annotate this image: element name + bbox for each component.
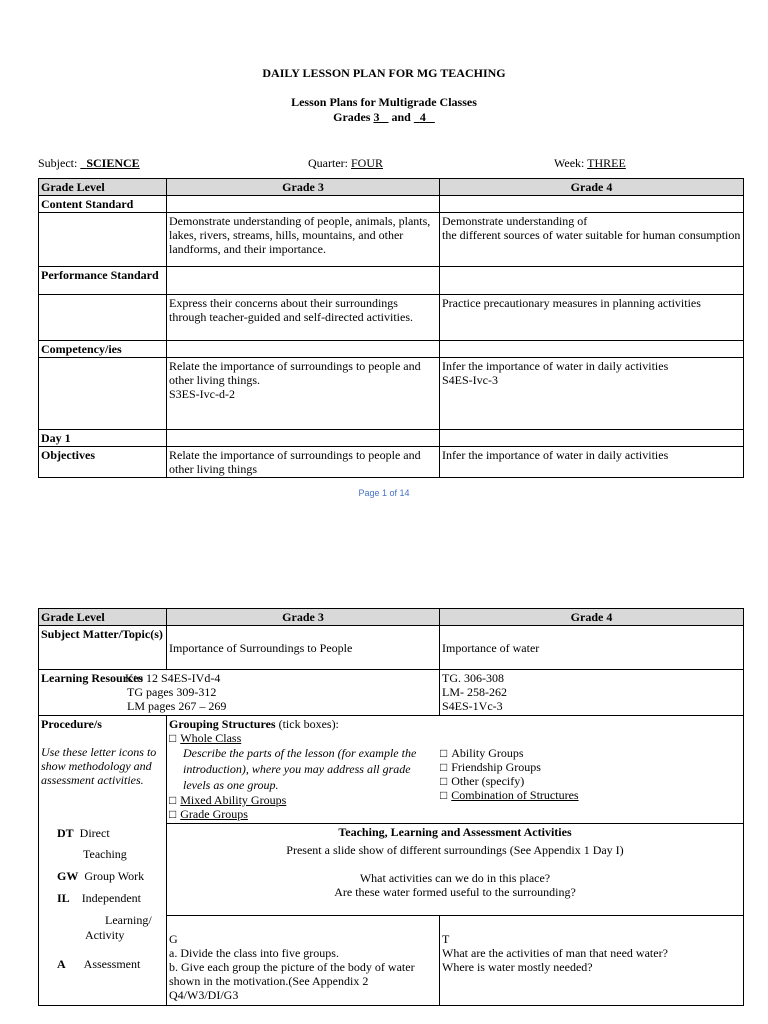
header-grade-4: Grade 4 [440,179,744,196]
checkbox-ability-groups[interactable]: □ Ability Groups [440,746,579,760]
header-grade-4: Grade 4 [440,609,744,626]
competency-g3: Relate the importance of surroundings to people and other living things. S3ES-Ivc-d-2 [167,358,440,430]
procedure-cell [39,716,167,1006]
header-grade-level: Grade Level [39,179,167,196]
learning-resources-label: Learning Resources [41,671,144,685]
competency-label: Competency/ies [39,341,167,358]
resources-g4: TG. 306-308 LM- 258-262 S4ES-1Vc-3 [440,670,744,716]
teacher-g4-activity: T What are the activities of man that need water? Where is water mostly needed? [440,916,744,1006]
performance-standard-g4: Practice precautionary measures in planning activities [440,295,744,341]
subject-label: Subject: [38,156,81,170]
content-standard-label: Content Standard [39,196,167,213]
table-row [39,626,744,670]
legend-a: A Assessment [57,957,141,971]
header-grade-3: Grade 3 [167,179,440,196]
tla-line2: What activities can we do in this place? [359,871,551,885]
tla-cell [167,824,744,916]
legend-gw: GW Group Work [57,869,145,883]
tla-title: Teaching, Learning and Assessment Activities [338,825,572,839]
grade-b: 4 [419,110,426,124]
grouping-title: Grouping Structures (tick boxes): [169,717,339,731]
performance-standard-g3: Express their concerns about their surroundings through teacher-guided and self-directed activities. [167,295,440,341]
table-row [39,716,744,824]
checkbox-combination[interactable]: □ Combination of Structures [440,788,579,802]
header-grade-level: Grade Level [39,609,167,626]
quarter-value: FOUR [350,156,383,170]
table-row [39,447,744,478]
checkbox-friendship-groups[interactable]: □ Friendship Groups [440,760,579,774]
grades-mid: and [388,110,414,124]
table-row [39,295,744,341]
subject-field [38,156,248,171]
table-header-row [39,609,744,626]
objectives-label: Objectives [39,447,167,478]
header-grade-3: Grade 3 [167,609,440,626]
legend-il-cont: Learning/ [105,913,152,927]
resources-g3-tg: TG pages 309-312 [127,685,217,699]
grade-a: 3 [373,110,380,124]
performance-standard-label: Performance Standard [39,267,167,295]
resources-overlap-code: Kto 12 S4ES-IVd-4 [125,671,221,685]
legend-dt: DT Direct [57,826,110,840]
content-standard-g3: Demonstrate understanding of people, animals, plants, lakes, rivers, streams, hills, mountains, and other landforms, and their importance. [167,213,440,267]
resources-g3-lm: LM pages 267 – 269 [127,699,227,713]
subject-value: SCIENCE [86,156,140,170]
checkbox-grade-groups[interactable]: □ Grade Groups [169,807,741,821]
week-value: THREE [587,156,626,170]
grades-line [0,110,768,125]
grouping-description: Describe the parts of the lesson (for example the introduction), where you may address all grade levels as one group. [183,746,417,792]
procedure-note: Use these letter icons to show methodology and assessment activities. [41,745,157,787]
legend-dt-cont: Teaching [83,847,127,861]
table-row [39,358,744,430]
grouping-structures-cell [167,716,744,824]
quarter-field [308,156,383,171]
table-row [39,341,744,358]
week-label: Week: [554,156,588,170]
table-row [39,196,744,213]
subject-matter-g4: Importance of water [440,626,744,670]
grades-prefix: Grades [333,110,374,124]
checkbox-other[interactable]: □ Other (specify) [440,774,579,788]
doc-subtitle: Lesson Plans for Multigrade Classes [291,95,477,109]
objectives-g4: Infer the importance of water in daily activities [440,447,744,478]
legend-il: IL Independent [57,891,141,905]
doc-title: DAILY LESSON PLAN FOR MG TEACHING [262,66,506,80]
week-field [554,156,626,171]
content-standard-g4: Demonstrate understanding of the different sources of water suitable for human consumption [440,213,744,267]
day-label: Day 1 [39,430,167,447]
legend-il-cont2: Activity [85,928,125,942]
quarter-label: Quarter: [308,156,351,170]
lesson-plan-table-page2 [38,608,744,1006]
grouping-right-options [440,746,579,802]
group-g3-activity: G a. Divide the class into five groups. b. Give each group the picture of the body of water shown in the motivation.(See Appendix 2 Q4/W3/DI/G3 [167,916,440,1006]
checkbox-mixed-ability[interactable]: □ Mixed Ability Groups [169,793,741,807]
procedure-label: Procedure/s [41,717,102,731]
objectives-g3: Relate the importance of surroundings to people and other living things [167,447,440,478]
subject-matter-label: Subject Matter/Topic(s) [39,626,167,670]
competency-g4: Infer the importance of water in daily activities S4ES-Ivc-3 [440,358,744,430]
tla-line1: Present a slide show of different surroundings (See Appendix 1 Day I) [286,843,624,857]
subject-matter-g3: Importance of Surroundings to People [167,626,440,670]
table-row [39,213,744,267]
learning-resources-cell [39,670,440,716]
table-header-row [39,179,744,196]
checkbox-whole-class[interactable]: □ Whole Class [169,731,741,745]
lesson-plan-table-page1 [38,178,744,478]
page-number-footer: Page 1 of 14 [358,488,410,498]
table-row [39,267,744,295]
table-row [39,670,744,716]
tla-line3: Are these water formed useful to the surrounding? [334,885,576,899]
table-row [39,430,744,447]
